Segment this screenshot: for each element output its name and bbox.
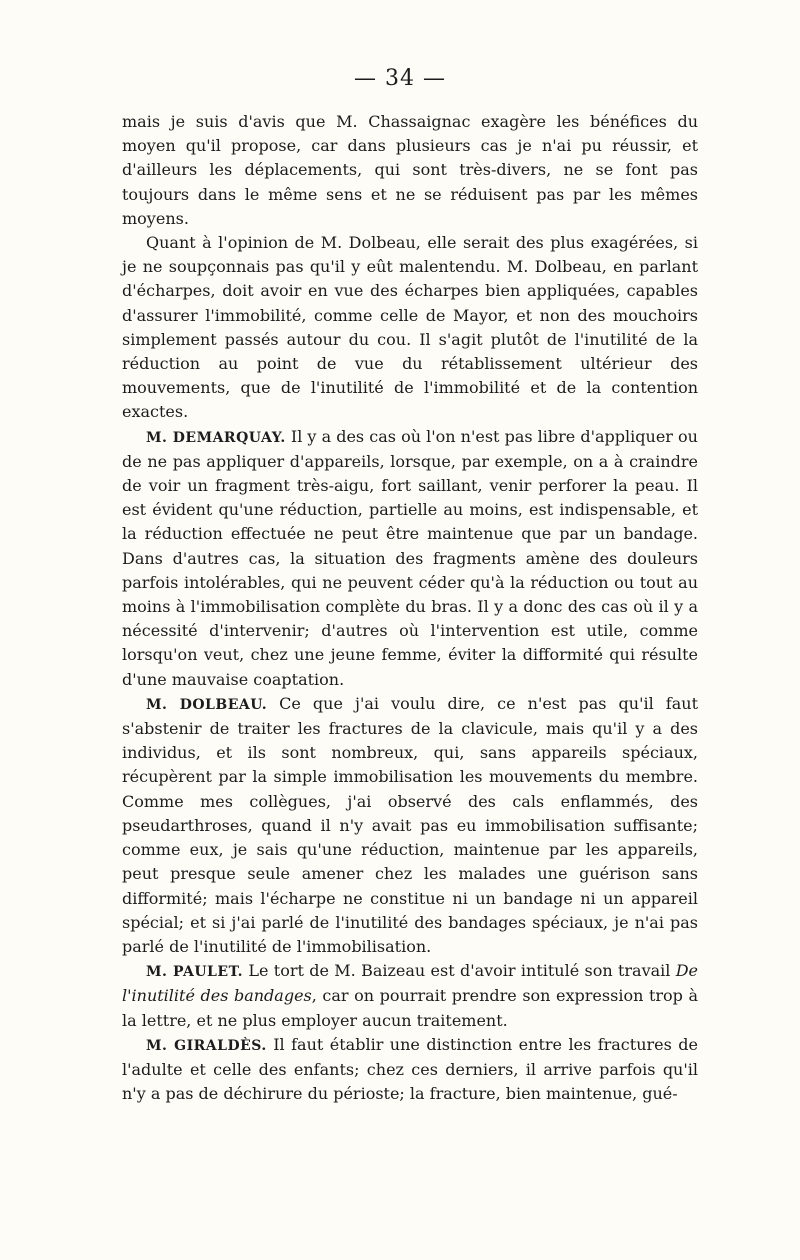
- italic-title: De l'inutilité des bandages: [122, 961, 699, 1006]
- page-number: — 34 —: [354, 66, 446, 91]
- paragraph-text: Quant à l'opinion de M. Dolbeau, elle serait des plus exagérées, si je ne soupçonnais pas qu'il y eût malentendu. M. Dolbeau, en parlant d'écharpes, doit avoir en vue des écharpes bien appliquées, capables d'assurer l'immobilité, comme celle de Mayor, et non des mouchoirs simplement passés autour du cou. Il s'agit plutôt de l'inutilité de la réduction au point de vue du rétablissement ultérieur des mouvements, que de l'inutilité de l'immobilité et de la contention exactes.: [122, 233, 698, 422]
- paragraph-giraldes: [122, 1033, 698, 1107]
- paragraph-text: Il faut établir une distinction entre les fractures de l'adulte et celle des enfants; chez ces derniers, il arrive parfois qu'il n'y a pas de déchirure du périoste; la fracture, bien maintenue, gué-: [122, 1034, 698, 1104]
- paragraph-text: Il y a des cas où l'on n'est pas libre d'appliquer ou de ne pas appliquer d'appareils, lorsque, par exemple, on a à craindre de voir un fragment très-aigu, fort saillant, venir perforer la peau. Il est évident qu'une réduction, partielle au moins, est indispensable, et la réduction effectuée ne peut être maintenue que par un bandage. Dans d'autres cas, la situation des fragments amène des douleurs parfois intolérables, qui ne peuvent céder qu'à la réduction ou tout au moins à l'immobilisation complète du bras. Il y a donc des cas où il y a nécessité d'intervenir; d'autres où l'intervention est utile, comme lorsqu'on veut, chez une jeune femme, éviter la difformité qui résulte d'une mauvaise coaptation.: [122, 426, 698, 689]
- paragraph-text: Le tort de M. Baizeau est d'avoir intitulé son travail: [248, 961, 671, 981]
- paragraph: [122, 231, 698, 425]
- body-text: [122, 110, 698, 1106]
- paragraph-paulet: [122, 959, 698, 1033]
- speaker-name: M. PAULET.: [146, 964, 244, 981]
- paragraph-text: , car on pourrait prendre son expression trop à la lettre, et ne plus employer aucun traitement.: [122, 986, 698, 1030]
- speaker-name: M. GIRALDÈS.: [146, 1037, 267, 1054]
- paragraph-text: Ce que j'ai voulu dire, ce n'est pas qu'il faut s'abstenir de traiter les fractures de la clavicule, mais qu'il y a des individus, et ils sont nombreux, qui, sans appareils spéciaux, récupèrent par la simple immobilisation les mouvements du membre. Comme mes collègues, j'ai observé des cals enflammés, des pseudarthroses, quand il n'y avait pas eu immobilisation suffisante; comme eux, je sais qu'une réduction, maintenue par les appareils, peut presque seule amener chez les malades une guérison sans difformité; mais l'écharpe ne constitue ni un bandage ni un appareil spécial; et si j'ai parlé de l'inutilité des bandages spéciaux, je n'ai pas parlé de l'inutilité de l'immobilisation.: [122, 693, 698, 956]
- speaker-name: M. DEMARQUAY.: [146, 429, 286, 446]
- paragraph-text: mais je suis d'avis que M. Chassaignac exagère les bénéfices du moyen qu'il propose, car dans plusieurs cas je n'ai pu réussir, et d'ailleurs les déplacements, qui sont très-divers, ne se font pas toujours dans le même sens et ne se réduisent pas par les mêmes moyens.: [122, 112, 698, 228]
- paragraph-dolbeau: [122, 692, 698, 959]
- paragraph: [122, 110, 698, 231]
- paragraph-demarquay: [122, 425, 698, 692]
- speaker-name: M. DOLBEAU.: [146, 696, 268, 713]
